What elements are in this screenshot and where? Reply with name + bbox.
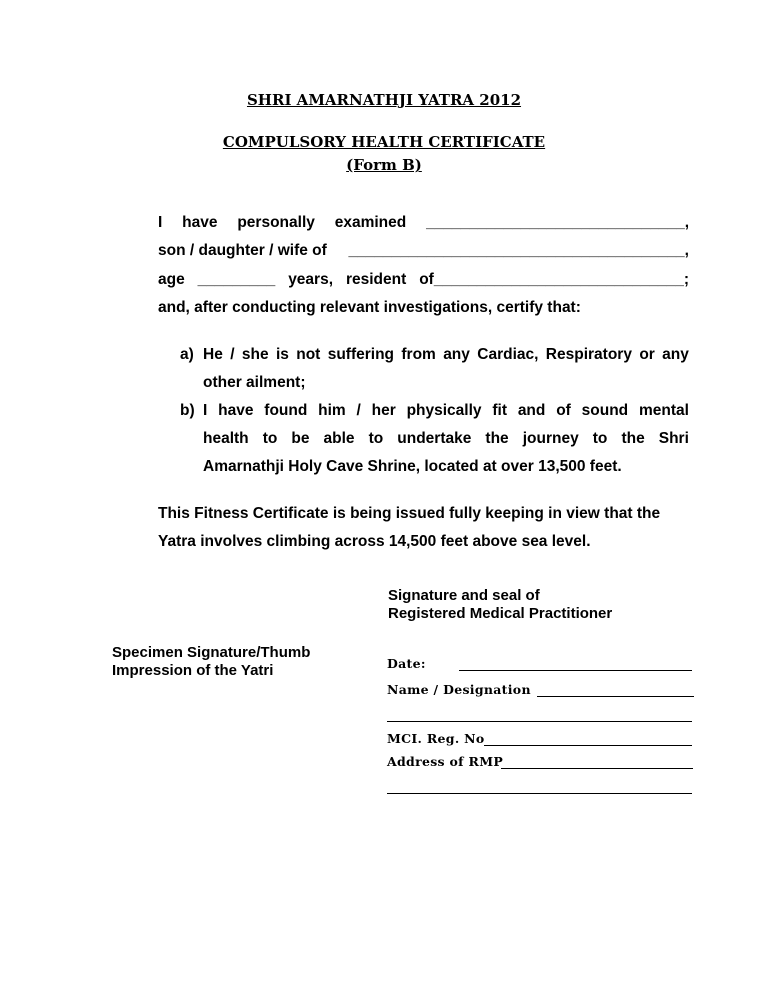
- condition-word: suffering: [327, 346, 395, 363]
- mci-reg-label: MCI. Reg. No: [387, 731, 485, 746]
- relation-blank: _______________________________________,: [348, 242, 689, 259]
- condition-word: found: [264, 402, 308, 419]
- condition-word: health: [203, 430, 249, 447]
- date-label: Date:: [387, 656, 426, 671]
- condition-word: to: [592, 430, 608, 447]
- condition-word: her: [371, 402, 396, 419]
- intro-word: have: [182, 214, 218, 231]
- condition-b-line-3: Amarnathji Holy Cave Shrine, located at over 13,500 feet.: [203, 458, 622, 475]
- intro-word: personally: [237, 214, 315, 231]
- condition-a-line-2: other ailment;: [203, 374, 306, 391]
- condition-word: mental: [638, 402, 689, 419]
- condition-word: to: [262, 430, 278, 447]
- condition-word: be: [291, 430, 310, 447]
- intro-word: examined: [334, 214, 407, 231]
- examined-name-blank: ______________________________,: [426, 214, 689, 231]
- practitioner-title-label: Registered Medical Practitioner: [388, 605, 613, 622]
- condition-word: He: [203, 346, 223, 363]
- age-label: age: [158, 271, 185, 288]
- condition-word: journey: [522, 430, 579, 447]
- condition-word: the: [621, 430, 645, 447]
- condition-word: Shri: [658, 430, 689, 447]
- intro-word: I: [158, 214, 163, 231]
- condition-word: have: [218, 402, 254, 419]
- condition-word: able: [323, 430, 355, 447]
- condition-word: not: [296, 346, 321, 363]
- name-designation-field-line-2[interactable]: [387, 721, 692, 722]
- condition-word: fit: [492, 402, 507, 419]
- condition-word: and: [517, 402, 546, 419]
- yatri-impression-label: Impression of the Yatri: [112, 662, 274, 679]
- relation-text: son / daughter / wife of: [158, 242, 327, 259]
- condition-word: of: [556, 402, 571, 419]
- condition-b-line-1: [203, 402, 689, 420]
- document-title: SHRI AMARNATHJI YATRA 2012: [246, 91, 522, 109]
- condition-word: I: [203, 402, 208, 419]
- condition-word: the: [485, 430, 509, 447]
- condition-word: /: [356, 402, 361, 419]
- condition-word: to: [368, 430, 384, 447]
- fitness-line-2: Yatra involves climbing across 14,500 feet above sea level.: [158, 533, 591, 550]
- condition-a-line-1: [203, 346, 689, 364]
- resident-blank: of_____________________________;: [419, 271, 689, 288]
- years-label: years,: [288, 271, 334, 288]
- condition-word: him: [318, 402, 346, 419]
- condition-marker-a: a): [180, 346, 194, 363]
- condition-b-line-2: [203, 430, 689, 448]
- condition-word: from: [401, 346, 436, 363]
- address-field-line[interactable]: [501, 768, 693, 769]
- age-blank: _________: [197, 271, 276, 288]
- intro-line-2: [158, 242, 689, 260]
- date-field-line[interactable]: [459, 670, 692, 671]
- condition-word: physically: [406, 402, 482, 419]
- condition-marker-b: b): [180, 402, 195, 419]
- condition-word: any: [443, 346, 470, 363]
- condition-word: sound: [581, 402, 629, 419]
- yatri-signature-label: Specimen Signature/Thumb: [112, 644, 311, 661]
- condition-word: is: [275, 346, 289, 363]
- intro-line-3: [158, 271, 689, 289]
- resident-label: resident: [345, 271, 407, 288]
- practitioner-signature-label: Signature and seal of: [388, 587, 540, 604]
- intro-line-1: [158, 214, 689, 232]
- name-designation-field-line[interactable]: [537, 696, 694, 697]
- intro-line-4: and, after conducting relevant investigations, certify that:: [158, 299, 581, 316]
- address-field-line-2[interactable]: [387, 793, 692, 794]
- condition-word: any: [662, 346, 689, 363]
- condition-word: /: [230, 346, 235, 363]
- address-label: Address of RMP: [387, 754, 504, 769]
- name-designation-label: Name / Designation: [387, 682, 531, 697]
- mci-reg-field-line[interactable]: [484, 745, 692, 746]
- fitness-line-1: This Fitness Certificate is being issued fully keeping in view that the: [158, 505, 661, 522]
- form-label: (Form B): [346, 156, 422, 174]
- condition-word: Cardiac,: [477, 346, 539, 363]
- condition-word: or: [639, 346, 655, 363]
- certificate-title: COMPULSORY HEALTH CERTIFICATE: [222, 133, 546, 151]
- condition-word: she: [241, 346, 269, 363]
- condition-word: Respiratory: [545, 346, 632, 363]
- condition-word: undertake: [397, 430, 472, 447]
